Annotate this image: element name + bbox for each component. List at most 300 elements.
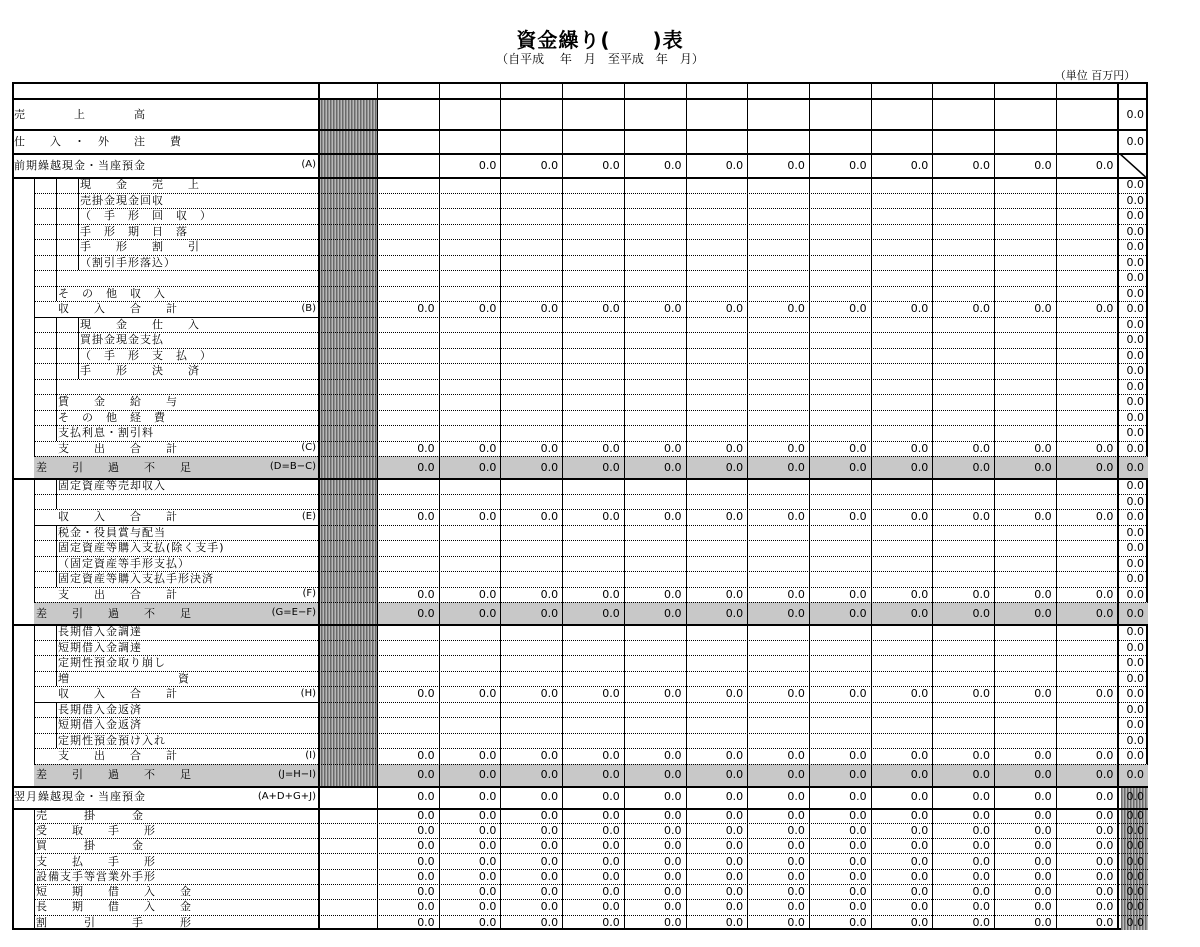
total-value: 0.0 [1126, 510, 1144, 524]
row-label [34, 838, 318, 853]
total-value: 0.0 [1126, 656, 1144, 670]
month-value: 0.0 [417, 915, 435, 929]
kishu-hatch [318, 100, 377, 786]
row-label [12, 129, 318, 153]
month-value: 0.0 [602, 839, 620, 853]
month-value: 0.0 [1095, 158, 1114, 172]
month-value: 0.0 [478, 869, 497, 883]
header-month [994, 82, 1056, 98]
month-value: 0.0 [849, 587, 867, 601]
month-value: 0.0 [602, 749, 620, 763]
row-label-text: 増 資 [58, 671, 190, 685]
month-value: 0.0 [1095, 854, 1114, 868]
month-value: 0.0 [417, 441, 435, 455]
row-label-text: 支 払 手 形 [36, 854, 156, 868]
month-value: 0.0 [478, 460, 497, 474]
row-label [78, 224, 318, 240]
row-label [56, 270, 318, 286]
header-month [377, 82, 439, 98]
group-keijo [12, 177, 34, 456]
row-label [56, 494, 318, 510]
month-value: 0.0 [417, 854, 435, 868]
month-value: 0.0 [478, 790, 497, 803]
month-value: 0.0 [1095, 510, 1114, 524]
month-value: 0.0 [540, 808, 559, 822]
month-value: 0.0 [478, 510, 497, 524]
total-value: 0.0 [1126, 869, 1144, 883]
row-label-text: 定期性預金預け入れ [58, 733, 166, 747]
month-value: 0.0 [1095, 790, 1114, 803]
month-value: 0.0 [1095, 749, 1114, 763]
row-label [56, 640, 318, 656]
total-value: 0.0 [1126, 900, 1144, 914]
row-label-text: 短期借入金返済 [58, 718, 142, 732]
month-value: 0.0 [1034, 885, 1052, 899]
month-value: 0.0 [540, 749, 559, 763]
row-label [56, 394, 318, 410]
month-value: 0.0 [540, 510, 559, 524]
month-value: 0.0 [663, 869, 682, 883]
month-value: 0.0 [417, 790, 435, 803]
header-kishu [318, 82, 377, 98]
row-label-text: 収 入 合 計 [58, 687, 178, 701]
total-value: 0.0 [1126, 348, 1144, 362]
month-value: 0.0 [910, 790, 929, 803]
month-value: 0.0 [725, 587, 744, 601]
month-value: 0.0 [849, 687, 867, 701]
row-label [78, 348, 318, 364]
total-value: 0.0 [1126, 606, 1144, 620]
month-value: 0.0 [849, 158, 867, 172]
row-label-code: (C) [301, 442, 316, 454]
month-value: 0.0 [417, 823, 435, 837]
row-label-text: 手 形 期 日 落 [80, 224, 188, 238]
row-label [34, 869, 318, 884]
row-label [12, 786, 318, 808]
row-label [34, 899, 318, 914]
row-label [56, 587, 318, 603]
month-value: 0.0 [1095, 460, 1114, 474]
month-value: 0.0 [849, 808, 867, 822]
month-value: 0.0 [540, 854, 559, 868]
month-value: 0.0 [849, 606, 867, 620]
month-value: 0.0 [910, 915, 929, 929]
row-label-code: (E) [301, 510, 316, 522]
month-value: 0.0 [1095, 869, 1114, 883]
group-shishutsu [34, 525, 56, 587]
month-value: 0.0 [663, 768, 682, 781]
month-value: 0.0 [725, 768, 744, 781]
month-value: 0.0 [787, 823, 805, 837]
month-value: 0.0 [602, 302, 620, 316]
month-value: 0.0 [725, 808, 744, 822]
month-value: 0.0 [540, 869, 559, 883]
total-value: 0.0 [1126, 426, 1144, 440]
total-value: 0.0 [1126, 193, 1144, 207]
month-value: 0.0 [1034, 808, 1052, 822]
total-value: 0.0 [1126, 823, 1144, 837]
row-label [56, 686, 318, 702]
month-value: 0.0 [972, 768, 990, 781]
month-value: 0.0 [725, 900, 744, 914]
month-value: 0.0 [725, 158, 744, 172]
month-value: 0.0 [787, 885, 805, 899]
month-value: 0.0 [972, 869, 990, 883]
month-value: 0.0 [972, 587, 990, 601]
month-value: 0.0 [910, 808, 929, 822]
month-value: 0.0 [663, 302, 682, 316]
row-label-text: そ の 他 収 入 [58, 286, 166, 300]
row-label-code: (H) [300, 687, 316, 699]
total-value: 0.0 [1126, 410, 1144, 424]
row-label-text: 長期借入金返済 [58, 702, 142, 716]
month-value: 0.0 [787, 302, 805, 316]
month-value: 0.0 [725, 441, 744, 455]
row-label-text: 差 引 過 不 足 [36, 768, 192, 781]
row-label-code: (B) [301, 302, 316, 314]
total-value: 0.0 [1126, 556, 1144, 570]
month-value: 0.0 [1095, 839, 1114, 853]
row-label [56, 478, 318, 494]
row-label-text: 短 期 借 入 金 [36, 885, 192, 899]
row-label-code: (A) [301, 159, 316, 170]
diagonal-mark [1119, 153, 1146, 177]
month-value: 0.0 [478, 768, 497, 781]
row-label [78, 193, 318, 209]
month-value: 0.0 [910, 869, 929, 883]
month-value: 0.0 [1095, 606, 1114, 620]
month-value: 0.0 [910, 460, 929, 474]
row-label-text: 短期借入金調達 [58, 640, 142, 654]
row-label-text: 固定資産等購入支払(除く支手) [58, 541, 225, 555]
month-value: 0.0 [540, 885, 559, 899]
row-label-text: 売 上 高 [14, 108, 146, 121]
month-value: 0.0 [540, 839, 559, 853]
month-value: 0.0 [417, 587, 435, 601]
month-value: 0.0 [972, 606, 990, 620]
row-label [56, 379, 318, 395]
month-value: 0.0 [417, 687, 435, 701]
row-label-text: 長 期 借 入 金 [36, 900, 192, 914]
month-value: 0.0 [478, 854, 497, 868]
header-month [500, 82, 562, 98]
row-label-text: 仕 入 ・ 外 注 費 [14, 134, 182, 148]
month-value: 0.0 [602, 768, 620, 781]
month-value: 0.0 [417, 749, 435, 763]
row-label-text: 賃 金 給 与 [58, 395, 178, 409]
row-label-text: 現 金 仕 入 [80, 317, 200, 331]
row-label [56, 509, 318, 525]
month-value: 0.0 [725, 510, 744, 524]
month-value: 0.0 [663, 441, 682, 455]
total-value: 0.0 [1126, 395, 1144, 409]
month-value: 0.0 [849, 915, 867, 929]
month-value: 0.0 [849, 460, 867, 474]
month-value: 0.0 [910, 749, 929, 763]
row-label [78, 255, 318, 271]
month-value: 0.0 [417, 302, 435, 316]
row-label [56, 733, 318, 749]
month-value: 0.0 [540, 587, 559, 601]
month-value: 0.0 [849, 510, 867, 524]
month-value: 0.0 [602, 460, 620, 474]
row-label [56, 525, 318, 541]
row-label [78, 239, 318, 255]
month-value: 0.0 [663, 749, 682, 763]
month-value: 0.0 [478, 441, 497, 455]
group-shishutsu [34, 317, 56, 441]
row-label [78, 363, 318, 379]
month-value: 0.0 [663, 808, 682, 822]
month-value: 0.0 [478, 587, 497, 601]
month-value: 0.0 [725, 460, 744, 474]
total-value: 0.0 [1126, 733, 1144, 747]
month-value: 0.0 [540, 915, 559, 929]
month-value: 0.0 [417, 460, 435, 474]
month-value: 0.0 [663, 839, 682, 853]
total-value: 0.0 [1126, 587, 1144, 601]
month-value: 0.0 [849, 885, 867, 899]
month-value: 0.0 [1095, 687, 1114, 701]
group-shunyu [34, 624, 56, 686]
group-zaimu [12, 624, 34, 764]
month-value: 0.0 [725, 749, 744, 763]
month-value: 0.0 [1034, 768, 1052, 781]
month-value: 0.0 [417, 900, 435, 914]
row-label [56, 556, 318, 572]
month-value: 0.0 [972, 158, 990, 172]
group-shunyu [34, 177, 56, 301]
month-value: 0.0 [1034, 749, 1052, 763]
month-value: 0.0 [849, 839, 867, 853]
month-value: 0.0 [663, 900, 682, 914]
month-value: 0.0 [478, 885, 497, 899]
month-value: 0.0 [910, 885, 929, 899]
row-label [56, 410, 318, 426]
month-value: 0.0 [1034, 900, 1052, 914]
month-value: 0.0 [1095, 441, 1114, 455]
month-value: 0.0 [663, 790, 682, 803]
month-value: 0.0 [787, 587, 805, 601]
month-value: 0.0 [972, 885, 990, 899]
month-value: 0.0 [602, 606, 620, 620]
row-label-text: 差 引 過 不 足 [36, 460, 192, 474]
row-label [56, 301, 318, 317]
row-label-code: (A+D+G+J) [257, 790, 316, 802]
total-value: 0.0 [1126, 885, 1144, 899]
month-value: 0.0 [663, 460, 682, 474]
month-value: 0.0 [725, 302, 744, 316]
total-value: 0.0 [1126, 854, 1144, 868]
month-value: 0.0 [540, 790, 559, 803]
month-value: 0.0 [849, 823, 867, 837]
row-label-text: 割 引 手 形 [36, 915, 192, 929]
month-value: 0.0 [1095, 900, 1114, 914]
total-value: 0.0 [1126, 671, 1144, 685]
total-value: 0.0 [1126, 479, 1144, 493]
month-value: 0.0 [478, 839, 497, 853]
total-value: 0.0 [1126, 178, 1144, 192]
month-value: 0.0 [910, 823, 929, 837]
row-label-text: 手 形 割 引 [80, 240, 200, 254]
month-value: 0.0 [725, 854, 744, 868]
month-value: 0.0 [787, 687, 805, 701]
row-label [34, 764, 318, 786]
month-value: 0.0 [1034, 460, 1052, 474]
month-value: 0.0 [910, 768, 929, 781]
row-label-text: （ 手 形 回 収 ） [80, 209, 212, 223]
row-label [34, 853, 318, 868]
month-value: 0.0 [725, 915, 744, 929]
month-value: 0.0 [602, 687, 620, 701]
total-value: 0.0 [1126, 749, 1144, 763]
row-label [78, 177, 318, 193]
month-value: 0.0 [663, 587, 682, 601]
header-month [871, 82, 933, 98]
month-value: 0.0 [417, 768, 435, 781]
month-value: 0.0 [910, 510, 929, 524]
row-label-code: (I) [305, 749, 316, 761]
row-label-text: 買掛金現金支払 [80, 333, 164, 347]
month-value: 0.0 [910, 854, 929, 868]
month-value: 0.0 [849, 749, 867, 763]
row-label [56, 748, 318, 764]
month-value: 0.0 [787, 808, 805, 822]
month-value: 0.0 [849, 441, 867, 455]
month-value: 0.0 [1034, 790, 1052, 803]
row-label [34, 884, 318, 899]
row-label [78, 317, 318, 333]
month-value: 0.0 [417, 885, 435, 899]
group-keijogai [12, 478, 34, 602]
group-shunyu [34, 478, 56, 509]
month-value: 0.0 [972, 839, 990, 853]
row-label [78, 208, 318, 224]
row-label-text: 買 掛 金 [36, 839, 144, 853]
month-value: 0.0 [663, 606, 682, 620]
month-value: 0.0 [602, 510, 620, 524]
row-label [56, 286, 318, 302]
month-value: 0.0 [1034, 915, 1052, 929]
month-value: 0.0 [540, 606, 559, 620]
total-value: 0.0 [1126, 915, 1144, 929]
month-value: 0.0 [602, 900, 620, 914]
month-value: 0.0 [972, 302, 990, 316]
group-shishutsu [34, 702, 56, 749]
month-value: 0.0 [540, 158, 559, 172]
group-shiire-daikin [56, 317, 78, 379]
row-label-text: 収 入 合 計 [58, 510, 178, 524]
month-value: 0.0 [1095, 768, 1114, 781]
month-value: 0.0 [725, 869, 744, 883]
total-value: 0.0 [1126, 224, 1144, 238]
row-label-text: 支払利息・割引料 [58, 426, 154, 440]
total-value: 0.0 [1126, 572, 1144, 586]
month-value: 0.0 [663, 510, 682, 524]
month-value: 0.0 [540, 302, 559, 316]
row-label-text: 固定資産等購入支払手形決済 [58, 572, 214, 586]
month-value: 0.0 [602, 823, 620, 837]
row-label-text: 支 出 合 計 [58, 441, 178, 455]
total-value: 0.0 [1126, 364, 1144, 378]
row-label-text: 定期性預金取り崩し [58, 656, 166, 670]
total-value: 0.0 [1126, 460, 1144, 474]
total-value: 0.0 [1126, 702, 1144, 716]
page-title: 資金繰り( )表 [516, 28, 684, 52]
month-value: 0.0 [725, 885, 744, 899]
month-value: 0.0 [910, 839, 929, 853]
row-label [56, 702, 318, 718]
month-value: 0.0 [1034, 510, 1052, 524]
row-label-text: 差 引 過 不 足 [36, 606, 192, 620]
month-value: 0.0 [972, 510, 990, 524]
month-value: 0.0 [602, 808, 620, 822]
row-label-text: 受 取 手 形 [36, 823, 156, 837]
month-value: 0.0 [540, 768, 559, 781]
month-value: 0.0 [602, 885, 620, 899]
row-label [34, 456, 318, 478]
row-label [56, 540, 318, 556]
month-value: 0.0 [602, 158, 620, 172]
month-value: 0.0 [849, 768, 867, 781]
month-value: 0.0 [1034, 869, 1052, 883]
month-value: 0.0 [910, 687, 929, 701]
month-value: 0.0 [1095, 885, 1114, 899]
month-value: 0.0 [725, 687, 744, 701]
header-month [932, 82, 994, 98]
month-value: 0.0 [417, 808, 435, 822]
row-label-text: 固定資産等売却収入 [58, 479, 166, 493]
total-value: 0.0 [1126, 625, 1144, 639]
header-month [562, 82, 624, 98]
month-value: 0.0 [787, 510, 805, 524]
total-value: 0.0 [1126, 494, 1144, 508]
row-label [56, 624, 318, 640]
total-value: 0.0 [1126, 255, 1144, 269]
month-value: 0.0 [787, 460, 805, 474]
month-value: 0.0 [663, 915, 682, 929]
month-value: 0.0 [972, 808, 990, 822]
month-value: 0.0 [910, 158, 929, 172]
row-label-text: 収 入 合 計 [58, 302, 178, 316]
total-value: 0.0 [1126, 134, 1144, 148]
total-value: 0.0 [1126, 317, 1144, 331]
row-label [12, 100, 318, 129]
month-value: 0.0 [663, 823, 682, 837]
month-value: 0.0 [972, 441, 990, 455]
total-value: 0.0 [1126, 808, 1144, 822]
month-value: 0.0 [972, 749, 990, 763]
month-value: 0.0 [725, 606, 744, 620]
row-label-code: (G=E−F) [271, 607, 316, 618]
row-label-text: 支 出 合 計 [58, 749, 178, 763]
month-value: 0.0 [540, 460, 559, 474]
month-value: 0.0 [478, 900, 497, 914]
month-value: 0.0 [478, 158, 497, 172]
total-value: 0.0 [1126, 541, 1144, 555]
row-label-text: 前期繰越現金・当座預金 [14, 158, 146, 172]
row-label [34, 602, 318, 624]
total-value: 0.0 [1126, 333, 1144, 347]
cashflow-table [12, 82, 1148, 928]
total-value: 0.0 [1126, 108, 1144, 121]
month-value: 0.0 [1034, 687, 1052, 701]
month-value: 0.0 [787, 790, 805, 803]
month-value: 0.0 [849, 302, 867, 316]
row-label-text: 売 掛 金 [36, 808, 144, 822]
row-label-text: 税金・役員賞与配当 [58, 525, 166, 539]
total-value: 0.0 [1126, 640, 1144, 654]
